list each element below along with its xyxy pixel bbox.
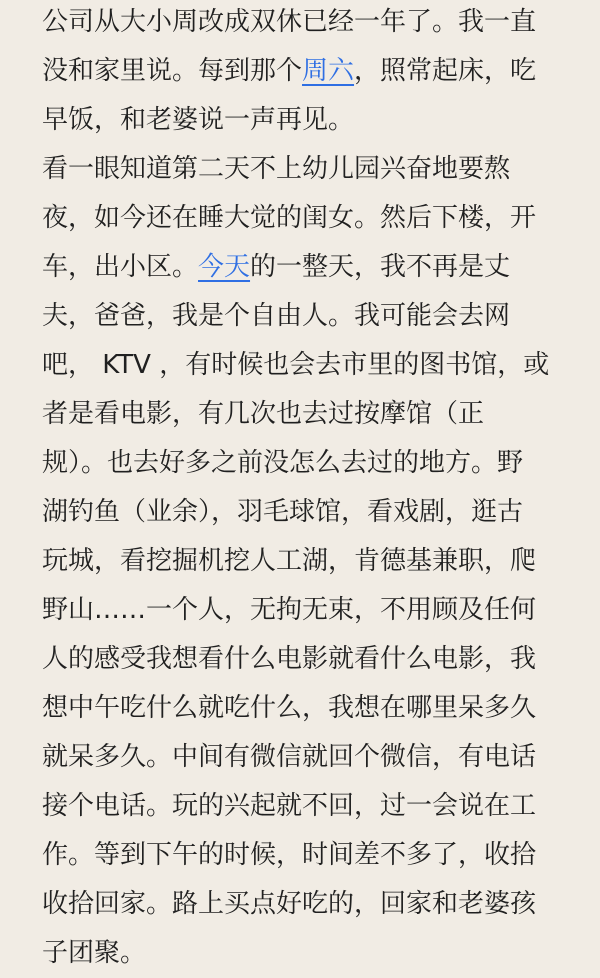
text-line xyxy=(42,831,562,880)
line-text: 的一整天，我不再是丈 xyxy=(250,252,511,282)
text-line xyxy=(42,243,562,292)
partially-visible-line xyxy=(42,929,562,978)
text-line xyxy=(42,880,562,929)
text-line xyxy=(42,194,562,243)
article-body xyxy=(42,0,562,978)
line-text: 规）。也去好多之前没怎么去过的地方。野 xyxy=(42,448,524,478)
text-line xyxy=(42,390,562,439)
text-line xyxy=(42,782,562,831)
today-link[interactable]: 今天 xyxy=(198,252,251,282)
line-text: 作。等到下午的时候，时间差不多了，收拾 xyxy=(42,840,537,870)
text-line xyxy=(42,439,562,488)
line-text: 车，出小区。 xyxy=(42,252,199,282)
line-text: ，照常起床，吃 xyxy=(354,56,537,86)
line-text: 人的感受我想看什么电影就看什么电影，我 xyxy=(42,644,537,674)
text-line xyxy=(42,537,562,586)
saturday-link[interactable]: 周六 xyxy=(302,56,355,86)
line-text: 早饭，和老婆说一声再见。 xyxy=(42,105,355,135)
line-text: 吧， KTV ，有时候也会去市里的图书馆，或 xyxy=(42,350,550,380)
line-text: 野山……一个人，无拘无束，不用顾及任何 xyxy=(42,595,537,625)
line-text: 夫，爸爸，我是个自由人。我可能会去网 xyxy=(42,301,511,331)
text-line xyxy=(42,684,562,733)
line-text: 子团聚。 xyxy=(42,938,147,968)
line-text: 没和家里说。每到那个 xyxy=(42,56,303,86)
line-text: 想中午吃什么就吃什么，我想在哪里呆多久 xyxy=(42,693,537,723)
line-text: 接个电话。玩的兴起就不回，过一会说在工 xyxy=(42,791,537,821)
line-text: 夜，如今还在睡大觉的闺女。然后下楼，开 xyxy=(42,203,537,233)
text-line xyxy=(42,145,562,194)
text-line xyxy=(42,488,562,537)
line-text: 就呆多久。中间有微信就回个微信，有电话 xyxy=(42,742,537,772)
text-line xyxy=(42,96,562,145)
line-text: 者是看电影，有几次也去过按摩馆（正 xyxy=(42,399,485,429)
text-line xyxy=(42,635,562,684)
text-line xyxy=(42,733,562,782)
text-line xyxy=(42,0,562,47)
text-line xyxy=(42,292,562,341)
line-text: 看一眼知道第二天不上幼儿园兴奋地要熬 xyxy=(42,154,511,184)
line-text: 收拾回家。路上买点好吃的，回家和老婆孩 xyxy=(42,889,537,919)
line-text: 公司从大小周改成双休已经一年了。我一直 xyxy=(42,7,537,37)
text-line xyxy=(42,47,562,96)
text-line xyxy=(42,586,562,635)
line-text: 湖钓鱼（业余），羽毛球馆，看戏剧，逛古 xyxy=(42,497,524,527)
line-text: 玩城，看挖掘机挖人工湖，肯德基兼职，爬 xyxy=(42,546,537,576)
text-line xyxy=(42,341,562,390)
